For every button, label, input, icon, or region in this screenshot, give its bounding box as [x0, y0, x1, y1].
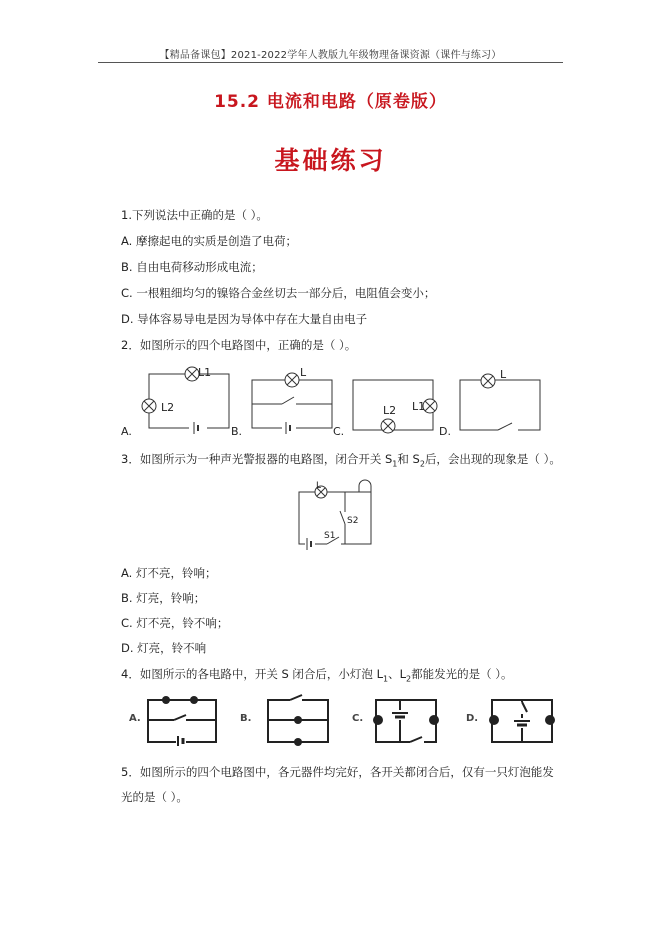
- q1-option-b: B. 自由电荷移动形成电流；: [121, 260, 263, 274]
- q2-stem: 2．如图所示的四个电路图中，正确的是（ ）。: [121, 338, 357, 352]
- q2b-lamp-label: L: [300, 366, 307, 379]
- q2d-lamp-label: L: [500, 368, 507, 381]
- q2-label-b: B.: [231, 425, 243, 438]
- q1-option-a: A. 摩擦起电的实质是创造了电荷；: [121, 234, 297, 248]
- q5-stem-line2: 光的是（ ）。: [121, 790, 188, 804]
- q2c-lamp-label-1: L1: [412, 400, 426, 413]
- q4-label-d: D.: [466, 713, 479, 724]
- q4-label-a: A.: [129, 713, 141, 724]
- q4-circuit-d: [486, 692, 558, 748]
- q2-circuit-a: [134, 366, 234, 436]
- q4-label-c: C.: [352, 713, 364, 724]
- page-header: 【精品备课包】2021-2022学年人教版九年级物理备课资源（课件与练习）: [159, 50, 502, 61]
- q4-circuit-b: [262, 692, 334, 748]
- q5-stem-line1: 5．如图所示的四个电路图中，各元器件均完好，各开关都闭合后，仅有一只灯泡能发: [121, 765, 554, 779]
- header-rule: [98, 62, 563, 63]
- q3-switch1-label: S1: [324, 531, 336, 541]
- q3-option-d: D. 灯亮，铃不响: [121, 641, 207, 655]
- q4-circuit-a: [144, 692, 220, 748]
- q3-lamp-label: L: [316, 481, 322, 491]
- q3-option-a: A. 灯不亮，铃响；: [121, 566, 217, 580]
- q1-option-d: D. 导体容易导电是因为导体中存在大量自由电子: [121, 312, 368, 326]
- q3-stem: 3．如图所示为一种声光警报器的电路图，闭合开关 $S_1$和 $S_2$后，会出现的现象是（ ）。: [121, 452, 561, 469]
- q2c-lamp-label-2: L2: [383, 404, 397, 417]
- q2-label-c: C.: [333, 425, 345, 438]
- q3-option-c: C. 灯不亮，铃不响；: [121, 616, 229, 630]
- q3-switch2-label: S2: [347, 516, 359, 526]
- section-heading: 基础练习: [274, 146, 387, 175]
- q1-stem: 1.下列说法中正确的是（ ）。: [121, 208, 268, 222]
- document-title: 15.2 电流和电路（原卷版）: [214, 92, 447, 112]
- q2-label-d: D.: [439, 425, 451, 438]
- q2a-lamp-label-1: L1: [198, 366, 212, 379]
- q4-stem: 4．如图所示的各电路中，开关 S 闭合后，小灯泡 $L_1$、$L_2$都能发光的是（ ）。: [121, 667, 513, 684]
- q3-option-b: B. 灯亮，铃响；: [121, 591, 206, 605]
- q4-label-b: B.: [240, 713, 252, 724]
- q1-option-c: C. 一根粗细均匀的镍铬合金丝切去一部分后，电阻值会变小；: [121, 286, 436, 300]
- q4-circuit-c: [370, 692, 442, 748]
- q2a-lamp-label-2: L2: [161, 401, 175, 414]
- q2-label-a: A.: [121, 425, 132, 438]
- q2-circuit-b: [246, 366, 336, 436]
